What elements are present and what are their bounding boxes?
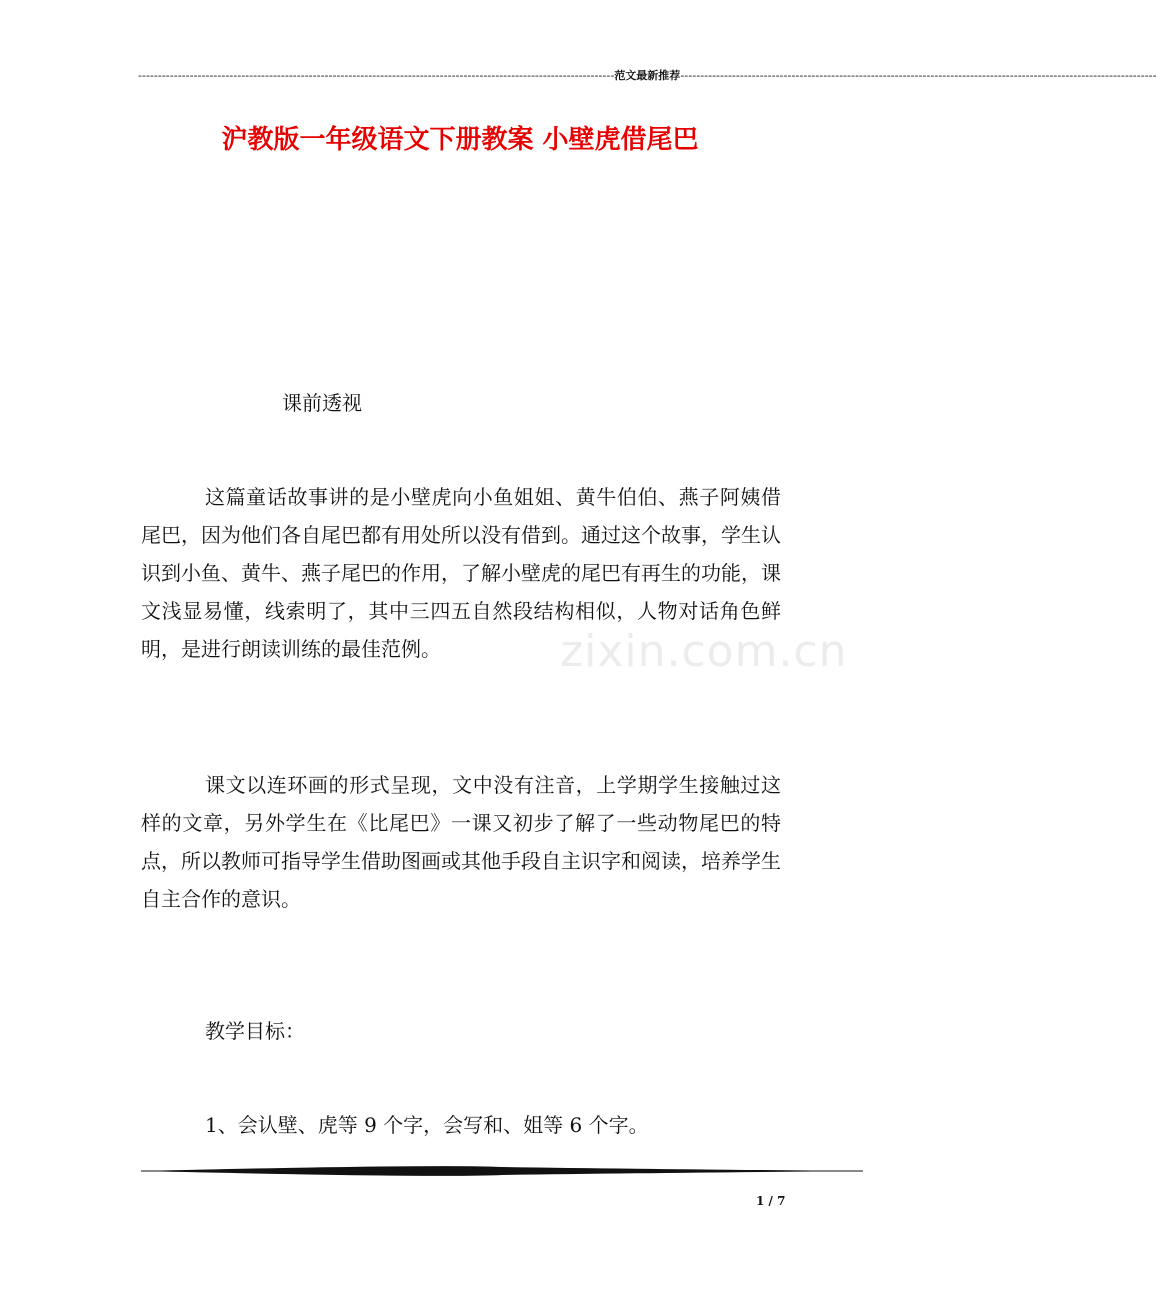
watermark-text: zixin.com.cn <box>560 626 848 677</box>
header-label: 范文最新推荐 <box>614 69 681 82</box>
paragraph-context: 课文以连环画的形式呈现，文中没有注音，上学期学生接触过这样的文章，另外学生在《比尾巴》一课又初步了解了一些动物尾巴的特点，所以教师可指导学生借助图画或其他手段自主识字和阅读，培养学生自主合作的意识。 <box>141 773 781 911</box>
header-rule <box>138 68 1157 84</box>
footer-divider <box>141 1164 863 1178</box>
section-heading-goals: 教学目标： <box>205 1019 305 1043</box>
header-dashes-right: ------------------------------------------------------------------------------------------------------------------------ <box>680 69 1157 82</box>
header-dashes-left: ------------------------------------------------------------------------------------------------------------------------ <box>138 69 615 82</box>
paragraph-intro: 这篇童话故事讲的是小壁虎向小鱼姐姐、黄牛伯伯、燕子阿姨借尾巴，因为他们各自尾巴都有用处所以没有借到。通过这个故事，学生认识到小鱼、黄牛、燕子尾巴的作用，了解小壁虎的尾巴有再生的功能，课文浅显易懂，线索明了，其中三四五自然段结构相似，人物对话角色鲜明，是进行朗读训练的最佳范例。 <box>141 485 781 661</box>
page-number: 1 / 7 <box>756 1194 786 1208</box>
goal-item-1: 1、会认壁、虎等 9 个字，会写和、姐等 6 个字。 <box>205 1113 649 1137</box>
section-heading-preview: 课前透视 <box>282 391 362 415</box>
document-title: 沪教版一年级语文下册教案 小壁虎借尾巴 <box>221 125 699 155</box>
